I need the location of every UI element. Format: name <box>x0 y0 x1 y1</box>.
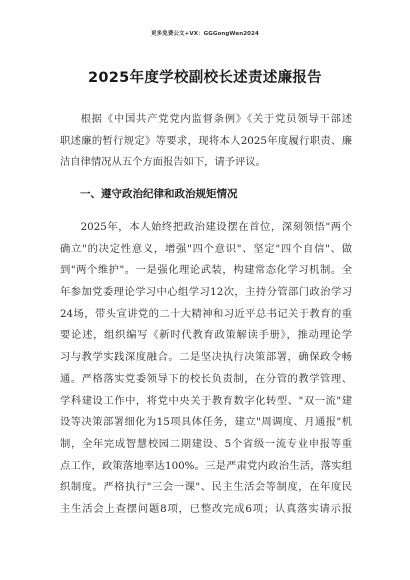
body-line: 主生活会上查摆问题8项，已整改完成6项；认真落实请示报 <box>60 502 352 515</box>
intro-paragraph <box>60 109 352 174</box>
body-line: 学科建设工作中，将党中央关于教育数字化转型、"双一流"建 <box>60 394 352 407</box>
intro-line: 职述廉的暂行规定》等要求，现将本人2025年度履行职责、廉 <box>60 134 352 147</box>
section-heading: 一、遵守政治纪律和政治规矩情况 <box>80 188 238 200</box>
body-line: 24场，带头宣讲党的二十大精神和习近平总书记关于教育的重 <box>60 307 352 320</box>
body-line: 确立"的决定性意义，增强"四个意识"、坚定"四个自信"、做 <box>60 242 352 255</box>
document-title: 2025年度学校副校长述责述廉报告 <box>88 70 322 86</box>
body-line: 2025年，本人始终把政治建设摆在首位，深刻领悟"两个 <box>80 221 352 233</box>
body-line: 要论述，组织编写《新时代教育政策解读手册》，推动理论学 <box>60 329 352 342</box>
body-line: 织制度。严格执行"三会一课"、民主生活会等制度，在年度民 <box>60 481 352 494</box>
intro-line: 根据《中国共产党党内监督条例》《关于党员领导干部述 <box>80 113 352 125</box>
body-line: 设等决策部署细化为15项具体任务，建立"周调度、月通报"机 <box>60 416 352 429</box>
section-paragraph <box>60 217 352 521</box>
body-line: 通。严格落实党委领导下的校长负责制，在分管的教学管理、 <box>60 372 352 385</box>
header-note: 更多免费公文+VX：GGGongWen2024 <box>151 31 259 37</box>
intro-line: 洁自律情况从五个方面报告如下，请予评议。 <box>60 156 266 169</box>
body-line: 制，全年完成智慧校园二期建设、5个省级一流专业申报等重 <box>60 437 352 450</box>
body-line: 点工作，政策落地率达100%。三是严肃党内政治生活，落实组 <box>60 459 352 472</box>
body-line: 到"两个维护"。一是强化理论武装，构建常态化学习机制。全 <box>60 264 352 277</box>
body-line: 习与教学实践深度融合。二是坚决执行决策部署，确保政令畅 <box>60 351 352 364</box>
body-line: 年参加党委理论学习中心组学习12次，主持分管部门政治学习 <box>60 286 352 299</box>
